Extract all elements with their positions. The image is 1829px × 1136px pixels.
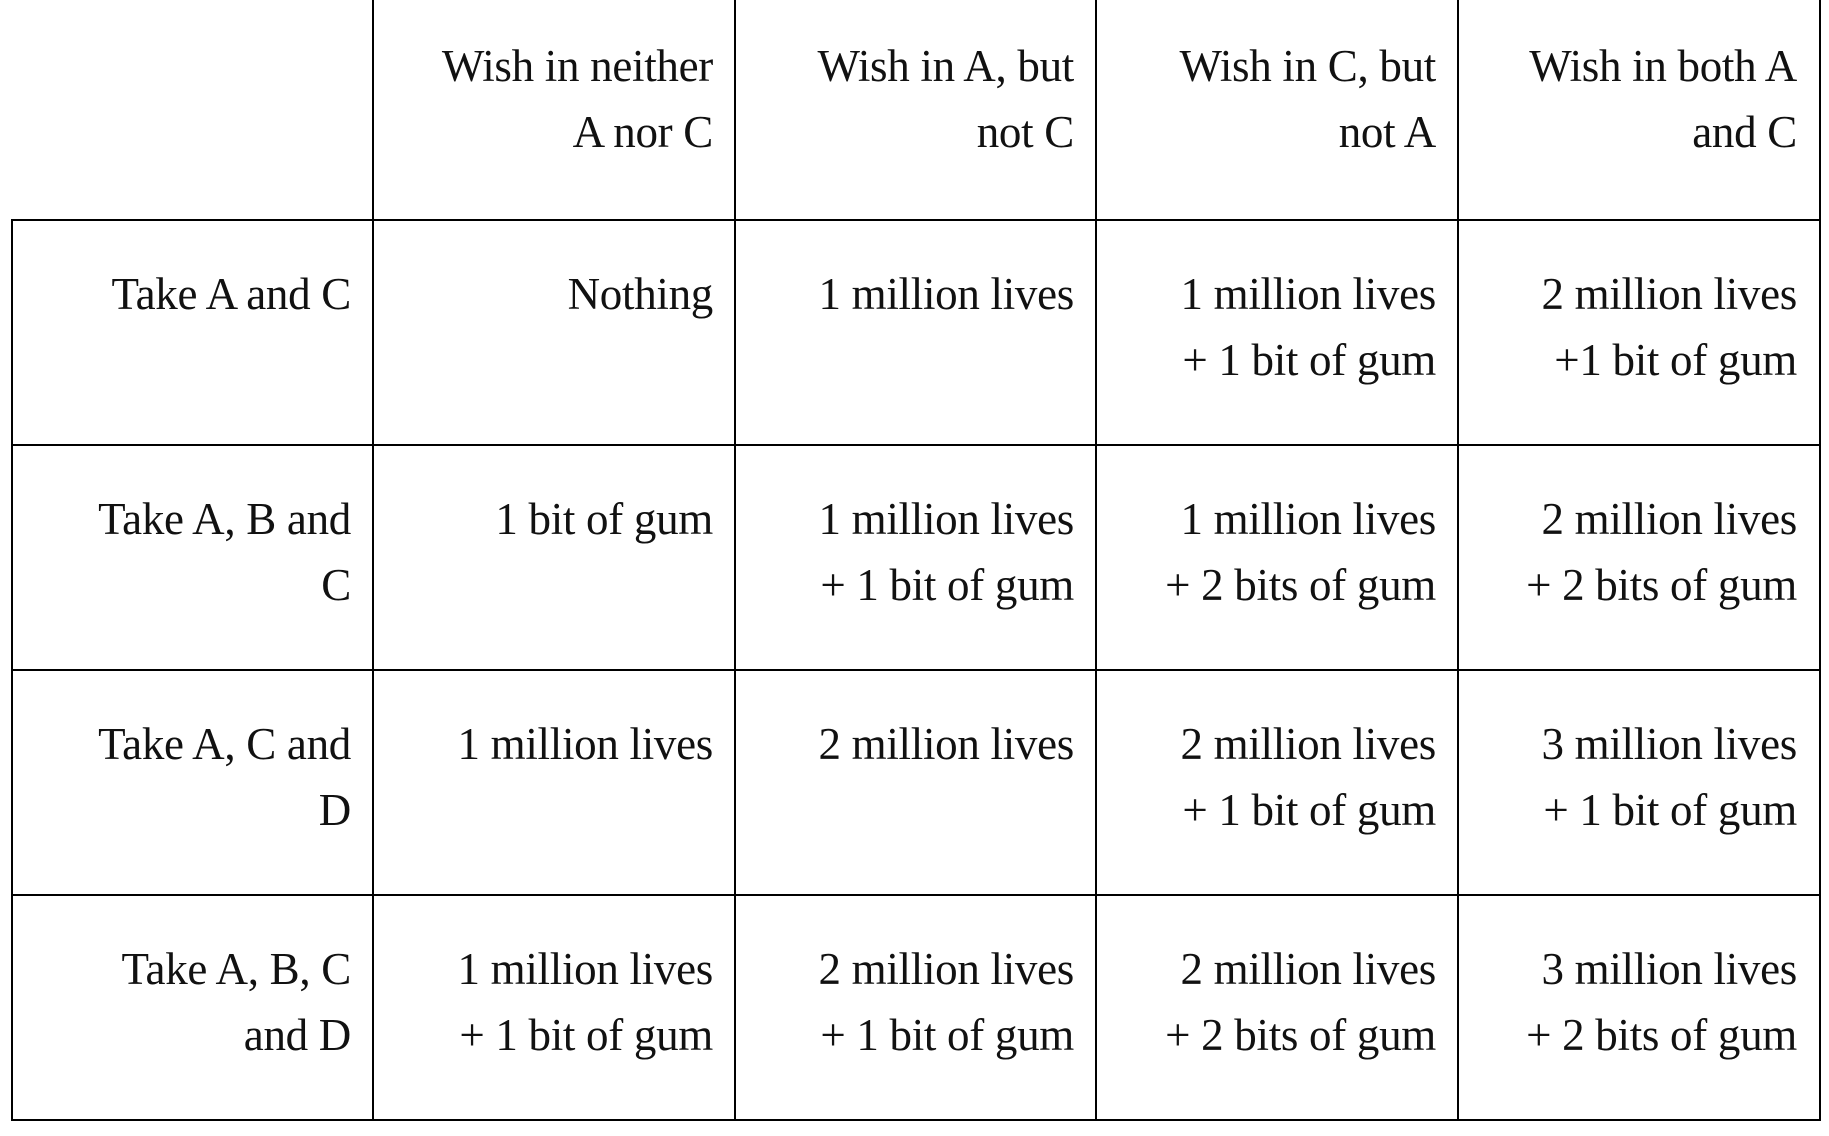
cell-text: 1 bit of gum [495,494,713,544]
cell-text: 1 million lives [457,719,713,769]
table-cell [735,445,1096,670]
grid-line-vertical [1819,0,1821,1121]
table-cell [1458,895,1819,1120]
table-cell [1096,670,1458,895]
grid-line-horizontal [12,444,1821,446]
cell-text: 1 million lives [1180,494,1436,544]
column-header-text: not C [976,107,1074,157]
row-label-text: D [318,785,351,835]
cell-text: 2 million lives [818,944,1074,994]
cell-text: + 2 bits of gum [1165,1010,1436,1060]
table-cell [1458,220,1819,445]
cell-text: + 2 bits of gum [1526,560,1797,610]
row-label-text: Take A, C and [98,719,351,769]
column-header-text: not A [1338,107,1436,157]
table-cell [735,895,1096,1120]
row-label-take-a-c-d [12,670,373,895]
table-cell [373,445,735,670]
table-cell [735,220,1096,445]
row-label-text: Take A, B, C [121,944,351,994]
cell-text: 2 million lives [1541,269,1797,319]
grid-line-vertical [1095,0,1097,1121]
cell-text: 1 million lives [818,269,1074,319]
table-cell [1458,445,1819,670]
row-label-text: C [321,560,351,610]
cell-text: + 1 bit of gum [1543,785,1797,835]
row-label-take-a-c [12,220,373,445]
column-header-both [1458,0,1819,220]
cell-text: 1 million lives [457,944,713,994]
column-header-neither [373,0,735,220]
cell-text: 2 million lives [818,719,1074,769]
cell-text: 2 million lives [1541,494,1797,544]
row-label-take-a-b-c [12,445,373,670]
table-cell [373,220,735,445]
row-label-text: Take A, B and [98,494,351,544]
column-header-text: A nor C [572,107,713,157]
grid-line-vertical [11,219,13,1121]
row-label-text: Take A and C [111,269,351,319]
table-cell [735,670,1096,895]
grid-line-horizontal [12,219,1821,221]
column-header-text: Wish in neither [441,41,713,91]
grid-line-vertical [1457,0,1459,1121]
cell-text: + 1 bit of gum [1182,785,1436,835]
cell-text: + 1 bit of gum [820,560,1074,610]
cell-text: Nothing [567,269,713,319]
cell-text: +1 bit of gum [1554,335,1797,385]
column-header-c-not-a [1096,0,1458,220]
cell-text: + 2 bits of gum [1526,1010,1797,1060]
column-header-text: and C [1692,107,1797,157]
column-header-text: Wish in both A [1529,41,1797,91]
cell-text: + 1 bit of gum [820,1010,1074,1060]
table-cell [1096,895,1458,1120]
grid-line-horizontal [12,894,1821,896]
cell-text: 1 million lives [818,494,1074,544]
cell-text: + 1 bit of gum [459,1010,713,1060]
column-header-text: Wish in C, but [1179,41,1436,91]
grid-line-vertical [734,0,736,1121]
table-cell [1096,220,1458,445]
row-label-take-a-b-c-d [12,895,373,1120]
grid-line-horizontal [12,1119,1821,1121]
column-header-a-not-c [735,0,1096,220]
cell-text: 3 million lives [1541,719,1797,769]
row-label-text: and D [243,1010,351,1060]
cell-text: 3 million lives [1541,944,1797,994]
grid-line-horizontal [12,669,1821,671]
table-cell [373,895,735,1120]
cell-text: 2 million lives [1180,944,1436,994]
cell-text: 1 million lives [1180,269,1436,319]
table-corner-cell [12,0,373,220]
column-header-text: Wish in A, but [817,41,1074,91]
grid-line-vertical [372,0,374,1121]
table-cell [373,670,735,895]
table-cell [1096,445,1458,670]
cell-text: + 2 bits of gum [1165,560,1436,610]
table-cell [1458,670,1819,895]
cell-text: 2 million lives [1180,719,1436,769]
cell-text: + 1 bit of gum [1182,335,1436,385]
